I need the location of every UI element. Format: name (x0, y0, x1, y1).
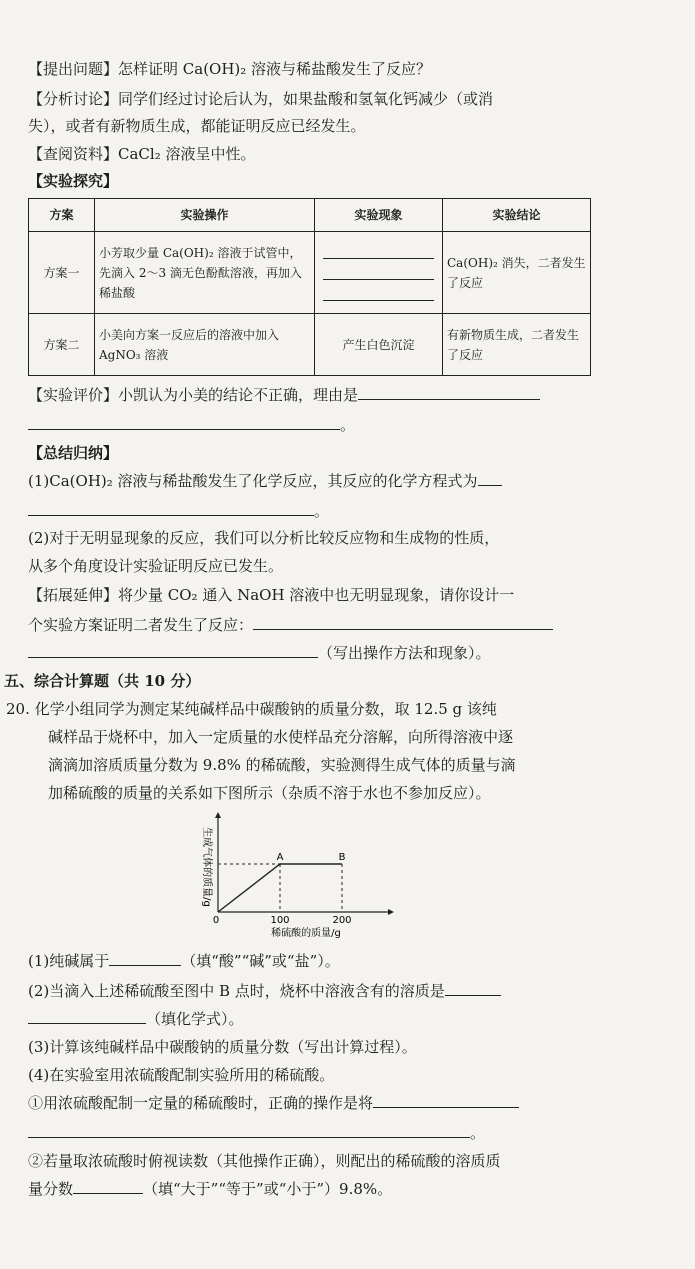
answer-2-continuation (28, 1008, 677, 1030)
answer-blank[interactable] (28, 1008, 146, 1024)
extension-1: 【拓展延伸】将少量 CO₂ 通入 NaOH 溶液中也无明显现象，请你设计一 (28, 586, 515, 604)
extension-2-text: 个实验方案证明二者发生了反应： (28, 616, 254, 634)
problem-20-line-2: 碱样品于烧杯中，加入一定质量的水使样品充分溶解，向所得溶液中逐 (48, 728, 514, 746)
answer-4-2-text: 量分数 (28, 1180, 74, 1198)
answer-2-hint: （填化学式）。 (146, 1010, 244, 1028)
answer-1-hint: （填“酸”“碱”或“盐”）。 (181, 952, 340, 970)
answer-blank[interactable] (323, 286, 434, 301)
answer-blank[interactable] (28, 500, 314, 516)
answer-4-2-continuation (28, 1178, 677, 1200)
extension-3-text: （写出操作方法和现象）。 (318, 644, 491, 662)
row2-plan: 方案二 (29, 314, 95, 376)
question-raise: 【提出问题】怎样证明 Ca(OH)₂ 溶液与稀盐酸发生了反应？ (28, 60, 432, 78)
summary-2-continuation: 从多个角度设计实验证明反应已发生。 (28, 557, 284, 575)
x-tick-label: 100 (270, 915, 290, 926)
answer-1 (28, 950, 677, 972)
answer-blank[interactable] (253, 614, 553, 630)
extension-2 (28, 614, 677, 636)
answer-blank[interactable] (73, 1178, 143, 1194)
answer-blank[interactable] (478, 470, 502, 486)
experiment-table (28, 198, 591, 376)
answer-3: (3)计算该纯碱样品中碳酸钠的质量分数（写出计算过程）。 (28, 1038, 417, 1056)
answer-blank[interactable] (28, 642, 318, 658)
problem-20-line-1: 20. 化学小组同学为测定某纯碱样品中碳酸钠的质量分数，取 12.5 g 该纯 (6, 700, 497, 718)
header-phenomenon: 实验现象 (315, 199, 443, 232)
answer-4-1 (28, 1092, 677, 1114)
header-operation: 实验操作 (95, 199, 315, 232)
answer-4-2-hint: （填“大于”“等于”或“小于”）9.8%。 (143, 1180, 393, 1198)
summary-1-text: (1)Ca(OH)₂ 溶液与稀盐酸发生了化学反应，其反应的化学方程式为 (28, 472, 478, 490)
gas-mass-chart (196, 812, 396, 940)
x-tick-label: 0 (212, 915, 220, 926)
row1-operation: 小芳取少量 Ca(OH)₂ 溶液于试管中，先滴入 2～3 滴无色酚酞溶液，再加入稀盐酸 (95, 232, 315, 314)
answer-blank[interactable] (445, 980, 501, 996)
answer-blank[interactable] (28, 1122, 470, 1138)
row2-conclusion: 有新物质生成，二者发生了反应 (443, 314, 591, 376)
analysis-line-1: 【分析讨论】同学们经过讨论后认为，如果盐酸和氢氧化钙减少（或消 (28, 90, 494, 108)
chart-guide-lines (218, 864, 342, 912)
extension-3 (28, 642, 677, 664)
row1-plan: 方案一 (29, 232, 95, 314)
reference-info: 【查阅资料】CaCl₂ 溶液呈中性。 (28, 145, 256, 163)
header-conclusion: 实验结论 (443, 199, 591, 232)
evaluation-line (28, 384, 677, 406)
answer-blank[interactable] (28, 414, 340, 430)
answer-4-2: ②若量取浓硫酸时俯视读数（其他操作正确），则配出的稀硫酸的溶质质 (28, 1152, 501, 1170)
evaluation-continuation: 。 (28, 414, 677, 436)
answer-2-text: (2)当滴入上述稀硫酸至图中 B 点时，烧杯中溶液含有的溶质是 (28, 982, 445, 1000)
row2-operation: 小美向方案一反应后的溶液中加入 AgNO₃ 溶液 (95, 314, 315, 376)
row2-phenomenon: 产生白色沉淀 (315, 314, 443, 376)
y-axis-label: 生成气体的质量/g (201, 827, 212, 907)
table-row (29, 232, 591, 314)
table-header-row (29, 199, 591, 232)
summary-1-continuation: 。 (28, 500, 677, 522)
summary-1 (28, 470, 677, 492)
answer-4: (4)在实验室用浓硫酸配制实验所用的稀硫酸。 (28, 1066, 335, 1084)
answer-blank[interactable] (373, 1092, 519, 1108)
problem-20-line-3: 滴滴加溶质质量分数为 9.8% 的稀硫酸，实验测得生成气体的质量与滴 (48, 756, 516, 774)
evaluation-text: 【实验评价】小凯认为小美的结论不正确，理由是 (28, 386, 359, 404)
row1-conclusion: Ca(OH)₂ 消失，二者发生了反应 (443, 232, 591, 314)
section-summary: 【总结归纳】 (28, 444, 119, 462)
section-5-title: 五、综合计算题（共 10 分） (4, 672, 201, 690)
table-row (29, 314, 591, 376)
row1-phenomenon-blanks[interactable] (315, 232, 443, 314)
answer-blank[interactable] (358, 384, 540, 400)
answer-2 (28, 980, 677, 1002)
header-plan: 方案 (29, 199, 95, 232)
summary-2: (2)对于无明显现象的反应，我们可以分析比较反应物和生成物的性质， (28, 529, 500, 547)
analysis-line-2: 失），或者有新物质生成，都能证明反应已经发生。 (28, 117, 366, 135)
point-label-A: A (276, 852, 284, 863)
answer-blank[interactable] (109, 950, 181, 966)
problem-20-line-4: 加稀硫酸的质量的关系如下图所示（杂质不溶于水也不参加反应）。 (48, 784, 491, 802)
x-tick-label: 200 (332, 915, 352, 926)
answer-blank[interactable] (323, 244, 434, 259)
section-experiment: 【实验探究】 (28, 172, 119, 190)
point-label-B: B (338, 852, 346, 863)
answer-4-1-continuation: 。 (28, 1122, 677, 1144)
answer-blank[interactable] (323, 265, 434, 280)
answer-1-text: (1)纯碱属于 (28, 952, 110, 970)
x-axis-label: 稀硫酸的质量/g (271, 928, 341, 939)
answer-4-1-text: ①用浓硫酸配制一定量的稀硫酸时，正确的操作是将 (28, 1094, 374, 1112)
